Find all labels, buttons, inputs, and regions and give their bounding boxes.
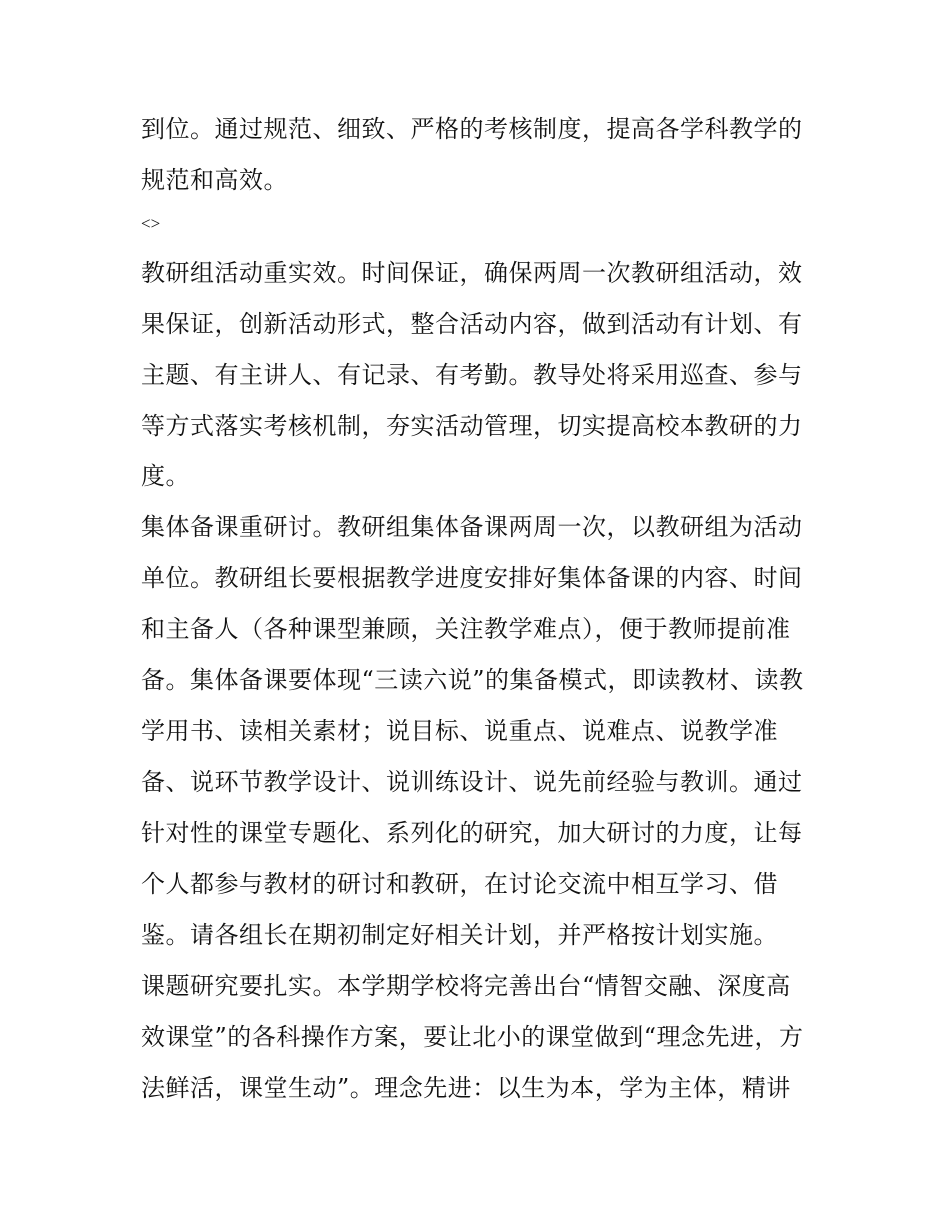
text-line: 和主备人（各种课型兼顾，关注教学难点），便于教师提前准	[141, 615, 791, 643]
text-line: 备、说环节教学设计、说训练设计、说先前经验与教训。通过	[141, 768, 803, 796]
text-line: 针对性的课堂专题化、系列化的研究，加大研讨的力度，让每	[141, 819, 803, 847]
section-marker: <>	[141, 214, 161, 233]
text-line: 学用书、读相关素材；说目标、说重点、说难点、说教学准	[141, 717, 778, 745]
text-line: 鉴。请各组长在期初制定好相关计划，并严格按计划实施。	[141, 921, 778, 949]
text-line: 等方式落实考核机制，夯实活动管理，切实提高校本教研的力	[141, 412, 803, 440]
text-line: 果保证，创新活动形式，整合活动内容，做到活动有计划、有	[141, 310, 803, 338]
text-line: 到位。通过规范、细致、严格的考核制度，提高各学科教学的	[141, 115, 803, 143]
text-line: 个人都参与教材的研讨和教研，在讨论交流中相互学习、借	[141, 870, 778, 898]
text-line: 度。	[141, 462, 190, 490]
text-line: 课题研究要扎实。本学期学校将完善出台“情智交融、深度高	[141, 972, 791, 1000]
text-line: 单位。教研组长要根据教学进度安排好集体备课的内容、时间	[141, 564, 803, 592]
text-line: 教研组活动重实效。时间保证，确保两周一次教研组活动，效	[141, 259, 803, 287]
text-line: 集体备课重研讨。教研组集体备课两周一次，以教研组为活动	[141, 513, 803, 541]
text-line: 主题、有主讲人、有记录、有考勤。教导处将采用巡查、参与	[141, 361, 803, 389]
text-line: 备。集体备课要体现“三读六说”的集备模式，即读教材、读教	[141, 666, 804, 694]
text-line: 规范和高效。	[141, 166, 288, 194]
text-line: 法鲜活，课堂生动”。理念先进：以生为本，学为主体，精讲	[141, 1074, 791, 1102]
text-line: 效课堂”的各科操作方案，要让北小的课堂做到“理念先进，方	[141, 1023, 804, 1051]
